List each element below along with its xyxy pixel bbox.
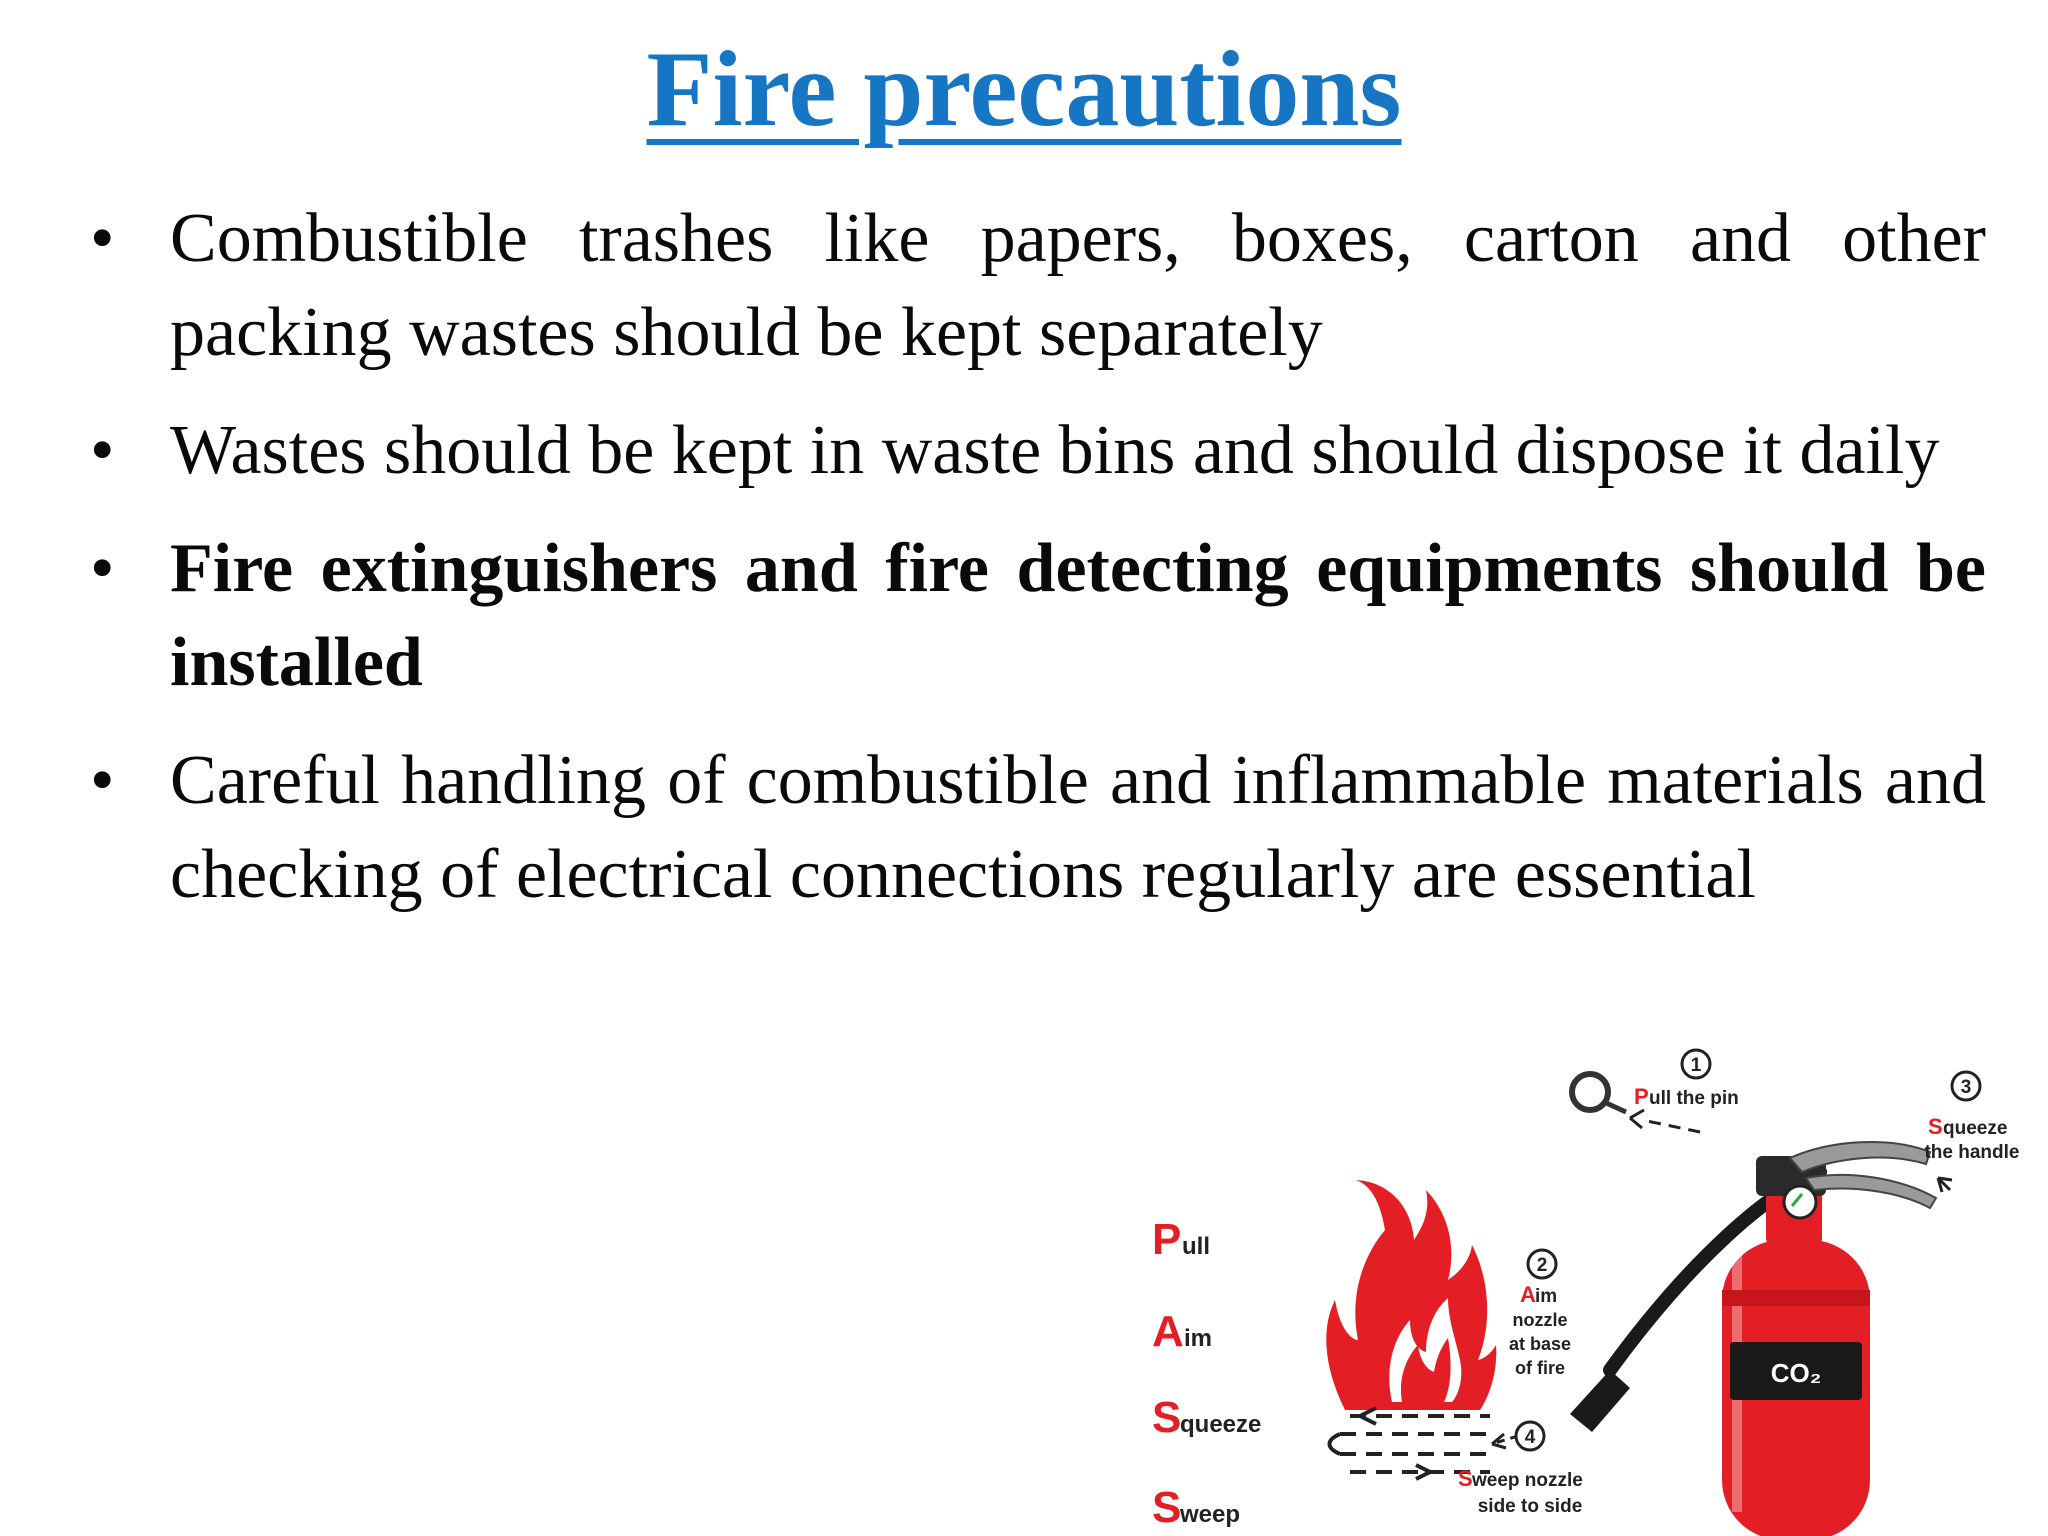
- step-one-word: ull the pin: [1649, 1088, 1739, 1109]
- pass-word-s2: weep: [1180, 1501, 1241, 1528]
- bullet-text: Careful handling of combustible and inflammable materials and checking of electrical connections regularly are essential: [170, 742, 1986, 913]
- step-one: [1630, 1050, 1739, 1132]
- step-four: [1458, 1422, 1583, 1517]
- step-four-number: 4: [1524, 1427, 1536, 1448]
- pass-letter-a: A: [1152, 1307, 1184, 1356]
- bullet-dot: •: [90, 742, 115, 819]
- step-two-number: 2: [1536, 1255, 1548, 1276]
- bullet-list: [80, 192, 1986, 946]
- extinguisher-icon: [1570, 1074, 1936, 1536]
- step-one-letter: P: [1634, 1084, 1649, 1109]
- bullet-item: [80, 404, 1986, 498]
- pass-extinguisher-figure: [1130, 1040, 2048, 1536]
- bullet-dot: •: [90, 412, 115, 489]
- pass-acronym: [1152, 1215, 1261, 1532]
- step-four-letter: S: [1458, 1466, 1473, 1491]
- step-three: [1924, 1072, 2019, 1192]
- bullet-item: [80, 192, 1986, 380]
- step-three-letter: S: [1928, 1114, 1943, 1139]
- bullet-text: Fire extinguishers and fire detecting equipments should be installed: [170, 530, 1986, 701]
- bullet-item: [80, 734, 1986, 922]
- step-three-line2: the handle: [1924, 1142, 2020, 1163]
- step-two-line: of fire: [1514, 1358, 1566, 1378]
- bullet-dot: •: [90, 530, 115, 607]
- step-two-line: nozzle: [1512, 1310, 1568, 1330]
- pass-diagram: [1130, 1040, 2048, 1536]
- pass-letter-s2: S: [1152, 1483, 1182, 1532]
- pass-letter-p: P: [1152, 1215, 1182, 1264]
- pass-word-s1: queeze: [1180, 1411, 1262, 1438]
- bullet-dot: •: [90, 200, 115, 277]
- bullet-text: Combustible trashes like papers, boxes, carton and other packing wastes should be kept separately: [170, 200, 1986, 371]
- pass-letter-s1: S: [1152, 1393, 1182, 1442]
- step-three-number: 3: [1960, 1077, 1972, 1098]
- step-two: [1509, 1250, 1571, 1378]
- slide-title-text: Fire precautions: [646, 30, 1402, 149]
- bullet-item-bold: [80, 522, 1986, 710]
- bullet-text: Wastes should be kept in waste bins and should dispose it daily: [170, 412, 1940, 489]
- step-four-word: weep nozzle: [1472, 1470, 1583, 1491]
- pass-word-p: ull: [1182, 1233, 1210, 1260]
- step-three-word: queeze: [1943, 1118, 2008, 1139]
- step-one-number: 1: [1690, 1055, 1702, 1076]
- step-two-letter: A: [1520, 1282, 1536, 1307]
- pass-word-a: im: [1184, 1325, 1213, 1352]
- flame-icon: [1326, 1180, 1496, 1410]
- slide-title: [0, 28, 2048, 152]
- step-two-word: im: [1535, 1286, 1558, 1307]
- co2-label: CO₂: [1770, 1358, 1822, 1388]
- step-two-line: at base: [1508, 1334, 1572, 1354]
- step-four-line2: side to side: [1477, 1496, 1583, 1517]
